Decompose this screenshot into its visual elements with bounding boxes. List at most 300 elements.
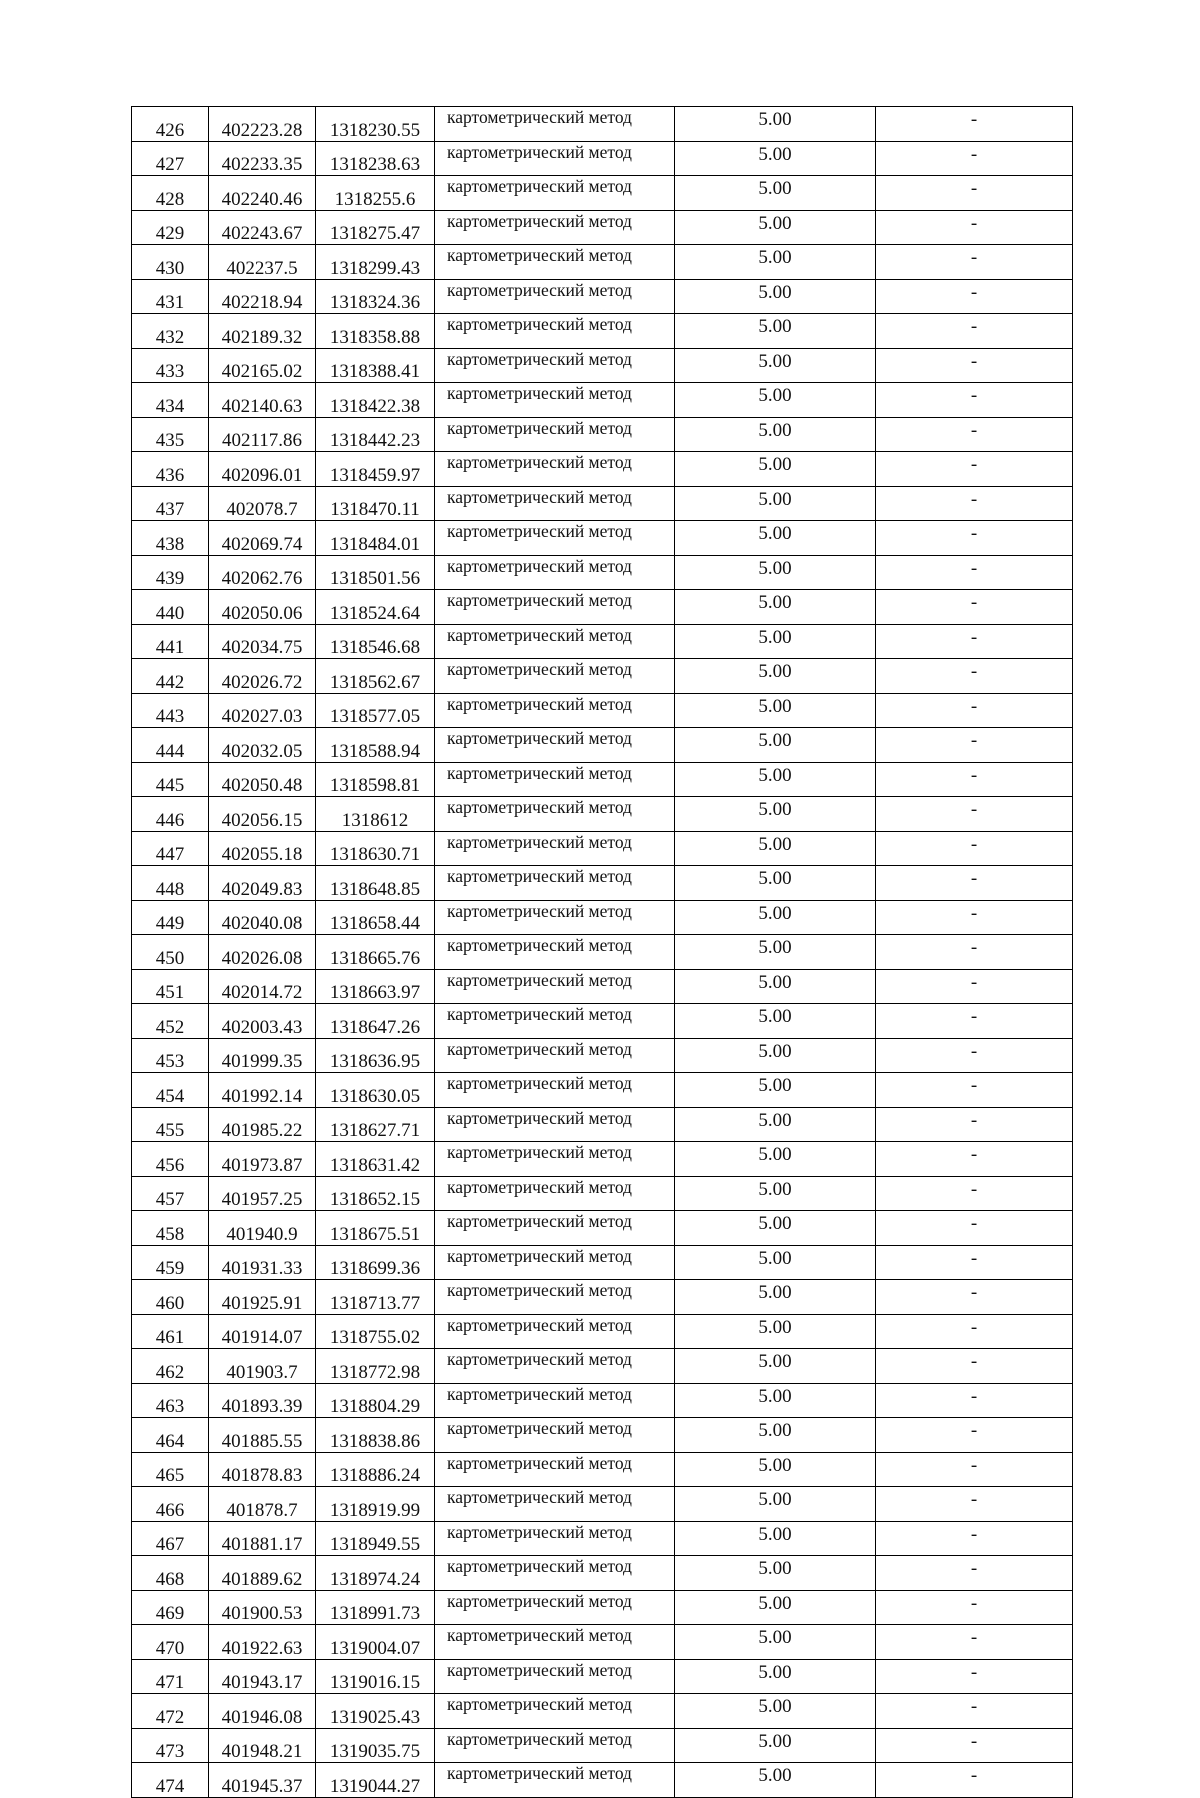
accuracy-cell: 5.00 bbox=[675, 969, 876, 1004]
table-row bbox=[132, 1521, 1073, 1556]
method-cell: картометрический метод bbox=[435, 1038, 675, 1073]
description-cell: - bbox=[876, 1383, 1073, 1418]
method-cell: картометрический метод bbox=[435, 831, 675, 866]
y-coordinate-cell: 1318275.47 bbox=[316, 210, 435, 245]
y-coordinate-cell: 1319035.75 bbox=[316, 1728, 435, 1763]
point-number-cell: 458 bbox=[132, 1211, 209, 1246]
method-cell: картометрический метод bbox=[435, 383, 675, 418]
point-number-cell: 467 bbox=[132, 1521, 209, 1556]
point-number-cell: 470 bbox=[132, 1625, 209, 1660]
accuracy-cell: 5.00 bbox=[675, 1763, 876, 1798]
x-coordinate-cell: 402140.63 bbox=[209, 383, 316, 418]
table-row bbox=[132, 900, 1073, 935]
table-row bbox=[132, 969, 1073, 1004]
x-coordinate-cell: 402032.05 bbox=[209, 728, 316, 763]
point-number-cell: 473 bbox=[132, 1728, 209, 1763]
table-row bbox=[132, 624, 1073, 659]
x-coordinate-cell: 402078.7 bbox=[209, 486, 316, 521]
method-cell: картометрический метод bbox=[435, 1625, 675, 1660]
method-cell: картометрический метод bbox=[435, 1073, 675, 1108]
method-cell: картометрический метод bbox=[435, 762, 675, 797]
y-coordinate-cell: 1318647.26 bbox=[316, 1004, 435, 1039]
x-coordinate-cell: 402223.28 bbox=[209, 107, 316, 142]
method-cell: картометрический метод bbox=[435, 486, 675, 521]
method-cell: картометрический метод bbox=[435, 210, 675, 245]
accuracy-cell: 5.00 bbox=[675, 383, 876, 418]
x-coordinate-cell: 401885.55 bbox=[209, 1418, 316, 1453]
description-cell: - bbox=[876, 486, 1073, 521]
accuracy-cell: 5.00 bbox=[675, 1211, 876, 1246]
description-cell: - bbox=[876, 452, 1073, 487]
x-coordinate-cell: 402034.75 bbox=[209, 624, 316, 659]
table-row bbox=[132, 659, 1073, 694]
y-coordinate-cell: 1319004.07 bbox=[316, 1625, 435, 1660]
description-cell: - bbox=[876, 1349, 1073, 1384]
table-row bbox=[132, 728, 1073, 763]
x-coordinate-cell: 402096.01 bbox=[209, 452, 316, 487]
method-cell: картометрический метод bbox=[435, 624, 675, 659]
description-cell: - bbox=[876, 1763, 1073, 1798]
method-cell: картометрический метод bbox=[435, 1659, 675, 1694]
description-cell: - bbox=[876, 797, 1073, 832]
point-number-cell: 441 bbox=[132, 624, 209, 659]
method-cell: картометрический метод bbox=[435, 693, 675, 728]
accuracy-cell: 5.00 bbox=[675, 1038, 876, 1073]
point-number-cell: 428 bbox=[132, 176, 209, 211]
y-coordinate-cell: 1318630.71 bbox=[316, 831, 435, 866]
y-coordinate-cell: 1318713.77 bbox=[316, 1280, 435, 1315]
accuracy-cell: 5.00 bbox=[675, 1728, 876, 1763]
table-row bbox=[132, 348, 1073, 383]
method-cell: картометрический метод bbox=[435, 1763, 675, 1798]
description-cell: - bbox=[876, 1107, 1073, 1142]
accuracy-cell: 5.00 bbox=[675, 590, 876, 625]
accuracy-cell: 5.00 bbox=[675, 452, 876, 487]
method-cell: картометрический метод bbox=[435, 1728, 675, 1763]
y-coordinate-cell: 1318838.86 bbox=[316, 1418, 435, 1453]
description-cell: - bbox=[876, 1314, 1073, 1349]
table-row bbox=[132, 1038, 1073, 1073]
method-cell: картометрический метод bbox=[435, 1556, 675, 1591]
description-cell: - bbox=[876, 1004, 1073, 1039]
y-coordinate-cell: 1318652.15 bbox=[316, 1176, 435, 1211]
point-number-cell: 437 bbox=[132, 486, 209, 521]
y-coordinate-cell: 1318658.44 bbox=[316, 900, 435, 935]
table-row bbox=[132, 1694, 1073, 1729]
point-number-cell: 448 bbox=[132, 866, 209, 901]
accuracy-cell: 5.00 bbox=[675, 1452, 876, 1487]
table-row bbox=[132, 486, 1073, 521]
method-cell: картометрический метод bbox=[435, 1487, 675, 1522]
x-coordinate-cell: 401943.17 bbox=[209, 1659, 316, 1694]
y-coordinate-cell: 1318699.36 bbox=[316, 1245, 435, 1280]
description-cell: - bbox=[876, 831, 1073, 866]
x-coordinate-cell: 401922.63 bbox=[209, 1625, 316, 1660]
description-cell: - bbox=[876, 1176, 1073, 1211]
table-row bbox=[132, 1349, 1073, 1384]
x-coordinate-cell: 402014.72 bbox=[209, 969, 316, 1004]
y-coordinate-cell: 1318422.38 bbox=[316, 383, 435, 418]
point-number-cell: 435 bbox=[132, 417, 209, 452]
table-row bbox=[132, 1107, 1073, 1142]
y-coordinate-cell: 1318238.63 bbox=[316, 141, 435, 176]
x-coordinate-cell: 402055.18 bbox=[209, 831, 316, 866]
table-row bbox=[132, 831, 1073, 866]
x-coordinate-cell: 402026.08 bbox=[209, 935, 316, 970]
method-cell: картометрический метод bbox=[435, 728, 675, 763]
point-number-cell: 451 bbox=[132, 969, 209, 1004]
table-row bbox=[132, 797, 1073, 832]
x-coordinate-cell: 401973.87 bbox=[209, 1142, 316, 1177]
description-cell: - bbox=[876, 1073, 1073, 1108]
x-coordinate-cell: 402237.5 bbox=[209, 245, 316, 280]
table-row bbox=[132, 693, 1073, 728]
point-number-cell: 462 bbox=[132, 1349, 209, 1384]
x-coordinate-cell: 401878.7 bbox=[209, 1487, 316, 1522]
accuracy-cell: 5.00 bbox=[675, 1107, 876, 1142]
x-coordinate-cell: 402117.86 bbox=[209, 417, 316, 452]
y-coordinate-cell: 1318991.73 bbox=[316, 1590, 435, 1625]
method-cell: картометрический метод bbox=[435, 1383, 675, 1418]
accuracy-cell: 5.00 bbox=[675, 866, 876, 901]
table-row bbox=[132, 210, 1073, 245]
y-coordinate-cell: 1319025.43 bbox=[316, 1694, 435, 1729]
table-row bbox=[132, 521, 1073, 556]
point-number-cell: 446 bbox=[132, 797, 209, 832]
point-number-cell: 440 bbox=[132, 590, 209, 625]
accuracy-cell: 5.00 bbox=[675, 1280, 876, 1315]
accuracy-cell: 5.00 bbox=[675, 417, 876, 452]
point-number-cell: 452 bbox=[132, 1004, 209, 1039]
table-row bbox=[132, 141, 1073, 176]
point-number-cell: 466 bbox=[132, 1487, 209, 1522]
x-coordinate-cell: 402165.02 bbox=[209, 348, 316, 383]
table-row bbox=[132, 245, 1073, 280]
accuracy-cell: 5.00 bbox=[675, 314, 876, 349]
point-number-cell: 453 bbox=[132, 1038, 209, 1073]
description-cell: - bbox=[876, 348, 1073, 383]
y-coordinate-cell: 1318562.67 bbox=[316, 659, 435, 694]
method-cell: картометрический метод bbox=[435, 176, 675, 211]
description-cell: - bbox=[876, 176, 1073, 211]
table-row bbox=[132, 1728, 1073, 1763]
point-number-cell: 442 bbox=[132, 659, 209, 694]
accuracy-cell: 5.00 bbox=[675, 245, 876, 280]
description-cell: - bbox=[876, 1211, 1073, 1246]
accuracy-cell: 5.00 bbox=[675, 1176, 876, 1211]
coordinates-table-body bbox=[132, 107, 1073, 1798]
point-number-cell: 474 bbox=[132, 1763, 209, 1798]
method-cell: картометрический метод bbox=[435, 245, 675, 280]
method-cell: картометрический метод bbox=[435, 969, 675, 1004]
point-number-cell: 438 bbox=[132, 521, 209, 556]
table-row bbox=[132, 417, 1073, 452]
description-cell: - bbox=[876, 935, 1073, 970]
y-coordinate-cell: 1318627.71 bbox=[316, 1107, 435, 1142]
point-number-cell: 433 bbox=[132, 348, 209, 383]
description-cell: - bbox=[876, 1728, 1073, 1763]
point-number-cell: 456 bbox=[132, 1142, 209, 1177]
accuracy-cell: 5.00 bbox=[675, 141, 876, 176]
table-row bbox=[132, 1418, 1073, 1453]
x-coordinate-cell: 402240.46 bbox=[209, 176, 316, 211]
description-cell: - bbox=[876, 383, 1073, 418]
x-coordinate-cell: 401878.83 bbox=[209, 1452, 316, 1487]
point-number-cell: 457 bbox=[132, 1176, 209, 1211]
method-cell: картометрический метод bbox=[435, 521, 675, 556]
point-number-cell: 449 bbox=[132, 900, 209, 935]
description-cell: - bbox=[876, 1038, 1073, 1073]
y-coordinate-cell: 1318665.76 bbox=[316, 935, 435, 970]
y-coordinate-cell: 1318358.88 bbox=[316, 314, 435, 349]
description-cell: - bbox=[876, 693, 1073, 728]
accuracy-cell: 5.00 bbox=[675, 1590, 876, 1625]
description-cell: - bbox=[876, 107, 1073, 142]
method-cell: картометрический метод bbox=[435, 659, 675, 694]
table-row bbox=[132, 1383, 1073, 1418]
point-number-cell: 447 bbox=[132, 831, 209, 866]
method-cell: картометрический метод bbox=[435, 279, 675, 314]
method-cell: картометрический метод bbox=[435, 1107, 675, 1142]
y-coordinate-cell: 1318546.68 bbox=[316, 624, 435, 659]
method-cell: картометрический метод bbox=[435, 1521, 675, 1556]
x-coordinate-cell: 402062.76 bbox=[209, 555, 316, 590]
point-number-cell: 427 bbox=[132, 141, 209, 176]
method-cell: картометрический метод bbox=[435, 590, 675, 625]
description-cell: - bbox=[876, 1452, 1073, 1487]
point-number-cell: 445 bbox=[132, 762, 209, 797]
table-row bbox=[132, 1763, 1073, 1798]
description-cell: - bbox=[876, 1590, 1073, 1625]
description-cell: - bbox=[876, 210, 1073, 245]
x-coordinate-cell: 401940.9 bbox=[209, 1211, 316, 1246]
x-coordinate-cell: 402233.35 bbox=[209, 141, 316, 176]
point-number-cell: 459 bbox=[132, 1245, 209, 1280]
y-coordinate-cell: 1318755.02 bbox=[316, 1314, 435, 1349]
table-row bbox=[132, 1314, 1073, 1349]
y-coordinate-cell: 1318588.94 bbox=[316, 728, 435, 763]
point-number-cell: 472 bbox=[132, 1694, 209, 1729]
x-coordinate-cell: 402050.06 bbox=[209, 590, 316, 625]
accuracy-cell: 5.00 bbox=[675, 279, 876, 314]
x-coordinate-cell: 401893.39 bbox=[209, 1383, 316, 1418]
accuracy-cell: 5.00 bbox=[675, 1314, 876, 1349]
x-coordinate-cell: 402026.72 bbox=[209, 659, 316, 694]
y-coordinate-cell: 1319044.27 bbox=[316, 1763, 435, 1798]
table-row bbox=[132, 1659, 1073, 1694]
description-cell: - bbox=[876, 1659, 1073, 1694]
x-coordinate-cell: 402003.43 bbox=[209, 1004, 316, 1039]
accuracy-cell: 5.00 bbox=[675, 1142, 876, 1177]
y-coordinate-cell: 1318612 bbox=[316, 797, 435, 832]
y-coordinate-cell: 1318484.01 bbox=[316, 521, 435, 556]
y-coordinate-cell: 1318524.64 bbox=[316, 590, 435, 625]
y-coordinate-cell: 1319016.15 bbox=[316, 1659, 435, 1694]
x-coordinate-cell: 402056.15 bbox=[209, 797, 316, 832]
description-cell: - bbox=[876, 1694, 1073, 1729]
point-number-cell: 429 bbox=[132, 210, 209, 245]
method-cell: картометрический метод bbox=[435, 452, 675, 487]
description-cell: - bbox=[876, 1556, 1073, 1591]
table-row bbox=[132, 383, 1073, 418]
y-coordinate-cell: 1318886.24 bbox=[316, 1452, 435, 1487]
y-coordinate-cell: 1318230.55 bbox=[316, 107, 435, 142]
x-coordinate-cell: 401948.21 bbox=[209, 1728, 316, 1763]
y-coordinate-cell: 1318255.6 bbox=[316, 176, 435, 211]
x-coordinate-cell: 401945.37 bbox=[209, 1763, 316, 1798]
accuracy-cell: 5.00 bbox=[675, 659, 876, 694]
table-row bbox=[132, 935, 1073, 970]
accuracy-cell: 5.00 bbox=[675, 900, 876, 935]
table-row bbox=[132, 1004, 1073, 1039]
y-coordinate-cell: 1318949.55 bbox=[316, 1521, 435, 1556]
accuracy-cell: 5.00 bbox=[675, 762, 876, 797]
y-coordinate-cell: 1318442.23 bbox=[316, 417, 435, 452]
method-cell: картометрический метод bbox=[435, 866, 675, 901]
method-cell: картометрический метод bbox=[435, 900, 675, 935]
point-number-cell: 455 bbox=[132, 1107, 209, 1142]
point-number-cell: 430 bbox=[132, 245, 209, 280]
description-cell: - bbox=[876, 1142, 1073, 1177]
point-number-cell: 454 bbox=[132, 1073, 209, 1108]
description-cell: - bbox=[876, 141, 1073, 176]
accuracy-cell: 5.00 bbox=[675, 1659, 876, 1694]
description-cell: - bbox=[876, 762, 1073, 797]
x-coordinate-cell: 401889.62 bbox=[209, 1556, 316, 1591]
description-cell: - bbox=[876, 555, 1073, 590]
y-coordinate-cell: 1318636.95 bbox=[316, 1038, 435, 1073]
y-coordinate-cell: 1318299.43 bbox=[316, 245, 435, 280]
description-cell: - bbox=[876, 866, 1073, 901]
method-cell: картометрический метод bbox=[435, 1004, 675, 1039]
y-coordinate-cell: 1318648.85 bbox=[316, 866, 435, 901]
point-number-cell: 426 bbox=[132, 107, 209, 142]
point-number-cell: 444 bbox=[132, 728, 209, 763]
x-coordinate-cell: 401881.17 bbox=[209, 1521, 316, 1556]
table-row bbox=[132, 762, 1073, 797]
accuracy-cell: 5.00 bbox=[675, 210, 876, 245]
point-number-cell: 439 bbox=[132, 555, 209, 590]
accuracy-cell: 5.00 bbox=[675, 693, 876, 728]
coordinates-table bbox=[131, 106, 1073, 1798]
x-coordinate-cell: 402189.32 bbox=[209, 314, 316, 349]
y-coordinate-cell: 1318501.56 bbox=[316, 555, 435, 590]
method-cell: картометрический метод bbox=[435, 1418, 675, 1453]
accuracy-cell: 5.00 bbox=[675, 107, 876, 142]
accuracy-cell: 5.00 bbox=[675, 521, 876, 556]
point-number-cell: 461 bbox=[132, 1314, 209, 1349]
y-coordinate-cell: 1318630.05 bbox=[316, 1073, 435, 1108]
table-row bbox=[132, 1625, 1073, 1660]
point-number-cell: 460 bbox=[132, 1280, 209, 1315]
table-row bbox=[132, 452, 1073, 487]
method-cell: картометрический метод bbox=[435, 1245, 675, 1280]
table-row bbox=[132, 1452, 1073, 1487]
x-coordinate-cell: 401957.25 bbox=[209, 1176, 316, 1211]
method-cell: картометрический метод bbox=[435, 555, 675, 590]
point-number-cell: 465 bbox=[132, 1452, 209, 1487]
accuracy-cell: 5.00 bbox=[675, 1694, 876, 1729]
table-row bbox=[132, 1073, 1073, 1108]
point-number-cell: 443 bbox=[132, 693, 209, 728]
accuracy-cell: 5.00 bbox=[675, 1521, 876, 1556]
accuracy-cell: 5.00 bbox=[675, 176, 876, 211]
description-cell: - bbox=[876, 1245, 1073, 1280]
table-row bbox=[132, 1590, 1073, 1625]
table-row bbox=[132, 1280, 1073, 1315]
table-row bbox=[132, 1487, 1073, 1522]
y-coordinate-cell: 1318919.99 bbox=[316, 1487, 435, 1522]
x-coordinate-cell: 402027.03 bbox=[209, 693, 316, 728]
point-number-cell: 450 bbox=[132, 935, 209, 970]
x-coordinate-cell: 401903.7 bbox=[209, 1349, 316, 1384]
accuracy-cell: 5.00 bbox=[675, 1073, 876, 1108]
description-cell: - bbox=[876, 969, 1073, 1004]
accuracy-cell: 5.00 bbox=[675, 831, 876, 866]
point-number-cell: 432 bbox=[132, 314, 209, 349]
accuracy-cell: 5.00 bbox=[675, 1625, 876, 1660]
x-coordinate-cell: 401946.08 bbox=[209, 1694, 316, 1729]
x-coordinate-cell: 401925.91 bbox=[209, 1280, 316, 1315]
point-number-cell: 471 bbox=[132, 1659, 209, 1694]
description-cell: - bbox=[876, 590, 1073, 625]
accuracy-cell: 5.00 bbox=[675, 1245, 876, 1280]
accuracy-cell: 5.00 bbox=[675, 486, 876, 521]
y-coordinate-cell: 1318577.05 bbox=[316, 693, 435, 728]
method-cell: картометрический метод bbox=[435, 1142, 675, 1177]
table-row bbox=[132, 1176, 1073, 1211]
table-row bbox=[132, 1245, 1073, 1280]
accuracy-cell: 5.00 bbox=[675, 1383, 876, 1418]
method-cell: картометрический метод bbox=[435, 1349, 675, 1384]
y-coordinate-cell: 1318598.81 bbox=[316, 762, 435, 797]
x-coordinate-cell: 401931.33 bbox=[209, 1245, 316, 1280]
y-coordinate-cell: 1318663.97 bbox=[316, 969, 435, 1004]
method-cell: картометрический метод bbox=[435, 1280, 675, 1315]
x-coordinate-cell: 401992.14 bbox=[209, 1073, 316, 1108]
description-cell: - bbox=[876, 245, 1073, 280]
accuracy-cell: 5.00 bbox=[675, 935, 876, 970]
x-coordinate-cell: 402069.74 bbox=[209, 521, 316, 556]
table-row bbox=[132, 279, 1073, 314]
accuracy-cell: 5.00 bbox=[675, 797, 876, 832]
description-cell: - bbox=[876, 1487, 1073, 1522]
x-coordinate-cell: 401985.22 bbox=[209, 1107, 316, 1142]
point-number-cell: 469 bbox=[132, 1590, 209, 1625]
y-coordinate-cell: 1318459.97 bbox=[316, 452, 435, 487]
point-number-cell: 431 bbox=[132, 279, 209, 314]
description-cell: - bbox=[876, 728, 1073, 763]
y-coordinate-cell: 1318631.42 bbox=[316, 1142, 435, 1177]
method-cell: картометрический метод bbox=[435, 141, 675, 176]
method-cell: картометрический метод bbox=[435, 797, 675, 832]
method-cell: картометрический метод bbox=[435, 935, 675, 970]
x-coordinate-cell: 401999.35 bbox=[209, 1038, 316, 1073]
table-row bbox=[132, 107, 1073, 142]
table-row bbox=[132, 590, 1073, 625]
description-cell: - bbox=[876, 1418, 1073, 1453]
description-cell: - bbox=[876, 279, 1073, 314]
accuracy-cell: 5.00 bbox=[675, 1004, 876, 1039]
description-cell: - bbox=[876, 659, 1073, 694]
x-coordinate-cell: 401914.07 bbox=[209, 1314, 316, 1349]
method-cell: картометрический метод bbox=[435, 1590, 675, 1625]
x-coordinate-cell: 402040.08 bbox=[209, 900, 316, 935]
point-number-cell: 463 bbox=[132, 1383, 209, 1418]
x-coordinate-cell: 402049.83 bbox=[209, 866, 316, 901]
accuracy-cell: 5.00 bbox=[675, 728, 876, 763]
method-cell: картометрический метод bbox=[435, 1314, 675, 1349]
